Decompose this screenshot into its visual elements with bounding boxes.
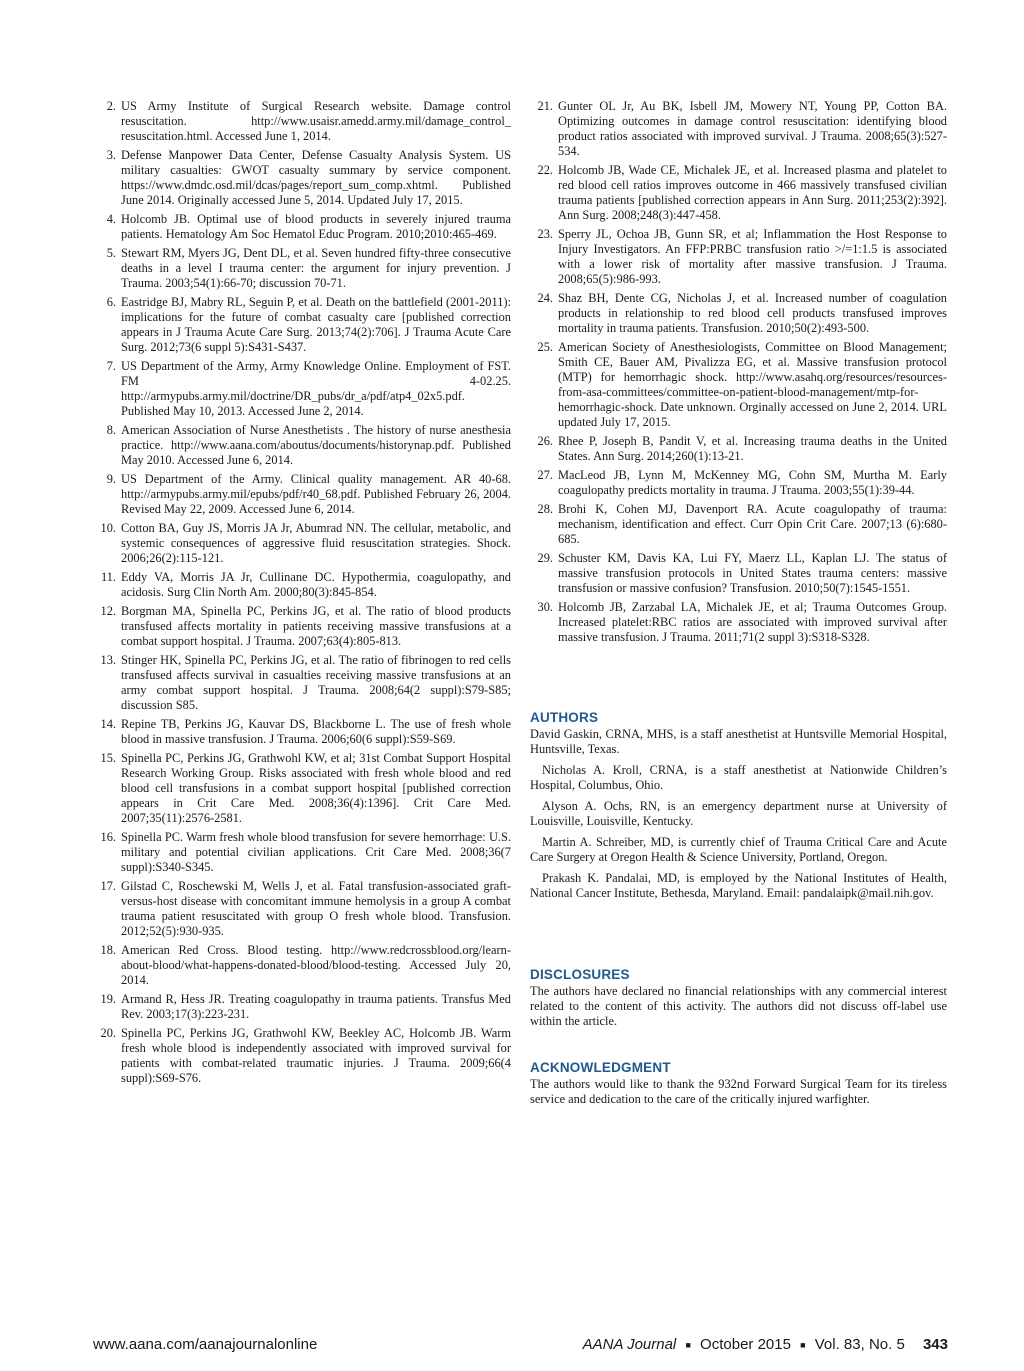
reference-number: 3.	[106, 148, 116, 162]
reference-number: 4.	[106, 212, 116, 226]
reference-item	[530, 502, 947, 547]
reference-text: Brohi K, Cohen MJ, Davenport RA. Acute coagulopathy of trauma: mechanism, identification and effect. Curr Opin Crit Care. 2007;13 (6):680-685.	[558, 502, 947, 546]
reference-number: 15.	[100, 751, 116, 765]
reference-text: Holcomb JB, Zarzabal LA, Michalek JE, et al; Trauma Outcomes Group. Increased platelet:RBC ratios are associated with improved survival after massive transfusion. J Trauma. 2011;71(2 suppl 3):S318-S328.	[558, 600, 947, 644]
reference-item	[93, 99, 511, 144]
author-bio: Nicholas A. Kroll, CRNA, is a staff anesthetist at Nationwide Children’s Hospital, Columbus, Ohio.	[530, 763, 947, 792]
reference-number: 8.	[106, 423, 116, 437]
page-number: 343	[922, 1336, 948, 1353]
reference-number: 18.	[100, 943, 116, 957]
reference-number: 24.	[537, 291, 553, 305]
reference-item	[93, 212, 511, 242]
reference-number: 22.	[537, 163, 553, 177]
reference-number: 29.	[537, 551, 553, 565]
reference-number: 5.	[106, 246, 116, 260]
reference-text: Spinella PC. Warm fresh whole blood transfusion for severe hemorrhage: U.S. military and potential civilian applications. Crit Care Med. 2008;36(7 suppl):S340-S345.	[121, 830, 511, 874]
reference-item	[93, 830, 511, 875]
reference-item	[93, 751, 511, 826]
reference-text: US Department of the Army, Army Knowledge Online. Employment of FST. FM 4-02.25. http://armypubs.army.mil/doctrine/DR_pubs/dr_a/pdf/atp4_02x5.pdf. Published May 10, 2013. Accessed June 2, 2014.	[121, 359, 511, 418]
reference-text: Cotton BA, Guy JS, Morris JA Jr, Abumrad NN. The cellular, metabolic, and systemic consequences of aggressive fluid resuscitation strategies. Shock. 2006;26(2):115-121.	[121, 521, 511, 565]
reference-number: 30.	[537, 600, 553, 614]
reference-text: US Department of the Army. Clinical quality management. AR 40-68. http://armypubs.army.mil/epubs/pdf/r40_68.pdf. Published February 26, 2004. Revised May 22, 2009. Accessed June 6, 2014.	[121, 472, 511, 516]
acknowledgment-heading: ACKNOWLEDGMENT	[530, 1060, 671, 1075]
reference-item	[530, 227, 947, 287]
reference-item	[93, 359, 511, 419]
disclosures-section	[530, 967, 947, 1035]
reference-number: 10.	[100, 521, 116, 535]
volume-issue: Vol. 83, No. 5	[814, 1336, 905, 1353]
author-bio: Prakash K. Pandalai, MD, is employed by the National Institutes of Health, National Cancer Institute, Bethesda, Maryland. Email: pandalaipk@mail.nih.gov.	[530, 871, 947, 900]
reference-number: 12.	[100, 604, 116, 618]
references-right-column	[530, 99, 947, 649]
reference-text: Holcomb JB. Optimal use of blood products in severely injured trauma patients. Hematology Am Soc Hematol Educ Program. 2010;2010:465-469.	[121, 212, 511, 241]
reference-text: American Red Cross. Blood testing. http://www.redcrossblood.org/learn-about-blood/what-happens-donated-blood/blood-testing. Accessed July 20, 2014.	[121, 943, 511, 987]
reference-item	[93, 472, 511, 517]
author-bio: David Gaskin, CRNA, MHS, is a staff anesthetist at Huntsville Memorial Hospital, Huntsville, Texas.	[530, 727, 947, 756]
reference-text: Eddy VA, Morris JA Jr, Cullinane DC. Hypothermia, coagulopathy, and acidosis. Surg Clin North Am. 2000;80(3):845-854.	[121, 570, 511, 599]
separator-square-icon: ■	[800, 1340, 806, 1351]
reference-item	[530, 291, 947, 336]
reference-number: 13.	[100, 653, 116, 667]
reference-number: 11.	[100, 570, 116, 584]
authors-body	[530, 727, 947, 901]
reference-text: Stewart RM, Myers JG, Dent DL, et al. Seven hundred fifty-three consecutive deaths in a level I trauma center: the argument for injury prevention. J Trauma. 2003;54(1):66-70; discussion 70-71.	[121, 246, 511, 290]
reference-item	[530, 163, 947, 223]
reference-number: 27.	[537, 468, 553, 482]
reference-item	[530, 340, 947, 430]
reference-text: Sperry JL, Ochoa JB, Gunn SR, et al; Inflammation the Host Response to Injury Investigators. An FFP:PRBC transfusion ratio >/=1:1.5 is associated with a lower risk of mortality after massive transfusion. J Trauma. 2008;65(5):986-993.	[558, 227, 947, 286]
reference-number: 9.	[106, 472, 116, 486]
reference-number: 16.	[100, 830, 116, 844]
reference-number: 19.	[100, 992, 116, 1006]
reference-text: MacLeod JB, Lynn M, McKenney MG, Cohn SM, Murtha M. Early coagulopathy predicts mortality in trauma. J Trauma. 2003;55(1):39-44.	[558, 468, 947, 497]
reference-number: 21.	[537, 99, 553, 113]
reference-text: American Society of Anesthesiologists, Committee on Blood Management; Smith CE, Bauer AM, Pivalizza EG, et al. Massive transfusion protocol (MTP) for hemorrhagic shock. http://www.asahq.org/resources/resources-from-asa-committees/committee-on-patient-blood-management/mtp-for-hemorrhagic-shock. Date unknown. Orginally accessed on June 2, 2014. URL updated July 17, 2015.	[558, 340, 947, 429]
page-footer	[93, 1336, 948, 1356]
reference-text: Stinger HK, Spinella PC, Perkins JG, et al. The ratio of fibrinogen to red cells transfused affects survival in casualties receiving massive transfusions at an army combat support hospital. J Trauma. 2008;64(2 suppl):S79-S85; discussion S85.	[121, 653, 511, 712]
issue-date: October 2015	[700, 1336, 791, 1353]
journal-name: AANA Journal	[582, 1336, 677, 1353]
reference-text: Armand R, Hess JR. Treating coagulopathy in trauma patients. Transfus Med Rev. 2003;17(3):223-231.	[121, 992, 511, 1021]
authors-section	[530, 710, 947, 907]
author-bio: Alyson A. Ochs, RN, is an emergency department nurse at University of Louisville, Louisville, Kentucky.	[530, 799, 947, 828]
reference-item	[93, 717, 511, 747]
reference-item	[93, 653, 511, 713]
reference-text: American Association of Nurse Anesthetists . The history of nurse anesthesia practice. http://www.aana.com/aboutus/documents/historynap.pdf. Published May 2010. Accessed June 6, 2014.	[121, 423, 511, 467]
acknowledgment-section	[530, 1060, 947, 1113]
reference-item	[530, 99, 947, 159]
reference-number: 2.	[106, 99, 116, 113]
acknowledgment-text: The authors would like to thank the 932nd Forward Surgical Team for its tireless service and dedication to the care of the critically injured warfighter.	[530, 1077, 947, 1106]
reference-number: 14.	[100, 717, 116, 731]
reference-number: 7.	[106, 359, 116, 373]
authors-heading: AUTHORS	[530, 710, 599, 725]
reference-number: 28.	[537, 502, 553, 516]
reference-text: Spinella PC, Perkins JG, Grathwohl KW, Beekley AC, Holcomb JB. Warm fresh whole blood is independently associated with improved survival for patients with combat-related traumatic injuries. J Trauma. 2009;66(4 suppl):S69-S76.	[121, 1026, 511, 1085]
reference-item	[93, 148, 511, 208]
reference-number: 17.	[100, 879, 116, 893]
reference-text: Eastridge BJ, Mabry RL, Seguin P, et al. Death on the battlefield (2001-2011): implications for the future of combat casualty care [published correction appears in J Trauma Acute Care Surg. 2013;74(2):706]. J Trauma Acute Care Surg. 2012;73(6 suppl 5):S431-S437.	[121, 295, 511, 354]
reference-text: Defense Manpower Data Center, Defense Casualty Analysis System. US military casualties: GWOT casualty summary by service component. https://www.dmdc.osd.mil/dcas/pages/report_sum_comp.xhtml. Published June 2014. Originally accessed June 5, 2014. Updated July 17, 2015.	[121, 148, 511, 207]
reference-item	[93, 246, 511, 291]
reference-item	[530, 551, 947, 596]
reference-text: Gilstad C, Roschewski M, Wells J, et al. Fatal transfusion-associated graft-versus-host disease with concomitant immune hemolysis in a group A combat trauma patient resuscitated with group O fresh whole blood. Transfusion. 2012;52(5):930-935.	[121, 879, 511, 938]
reference-item	[93, 943, 511, 988]
reference-item	[93, 295, 511, 355]
reference-text: Spinella PC, Perkins JG, Grathwohl KW, et al; 31st Combat Support Hospital Research Working Group. Risks associated with fresh whole blood and red blood cell transfusions in a combat support hospital [published correction appears in Crit Care Med. 2008;36(4):1396]. Crit Care Med. 2007;35(11):2576-2581.	[121, 751, 511, 825]
reference-item	[530, 468, 947, 498]
disclosures-text: The authors have declared no financial relationships with any commercial interest related to the content of this activity. The authors did not discuss off-label use within the article.	[530, 984, 947, 1028]
reference-item	[93, 604, 511, 649]
reference-item	[530, 434, 947, 464]
reference-text: Schuster KM, Davis KA, Lui FY, Maerz LL, Kaplan LJ. The status of massive transfusion protocols in United States trauma centers: massive transfusion or massive confusion? Transfusion. 2010;50(7):1545-1551.	[558, 551, 947, 595]
disclosures-heading: DISCLOSURES	[530, 967, 630, 982]
footer-journal-info	[583, 1336, 948, 1353]
reference-number: 25.	[537, 340, 553, 354]
footer-url[interactable]: www.aana.com/aanajournalonline	[93, 1336, 318, 1353]
reference-item	[93, 521, 511, 566]
reference-item	[93, 570, 511, 600]
reference-item	[93, 992, 511, 1022]
reference-number: 23.	[537, 227, 553, 241]
reference-text: Gunter OL Jr, Au BK, Isbell JM, Mowery NT, Young PP, Cotton BA. Optimizing outcomes in damage control resuscitation: identifying blood product ratios associated with improved survival. J Trauma. 2008;65(3):527-534.	[558, 99, 947, 158]
reference-number: 6.	[106, 295, 116, 309]
reference-item	[93, 1026, 511, 1086]
reference-item	[530, 600, 947, 645]
reference-text: Repine TB, Perkins JG, Kauvar DS, Blackborne L. The use of fresh whole blood in massive transfusion. J Trauma. 2006;60(6 suppl):S59-S69.	[121, 717, 511, 746]
reference-text: Borgman MA, Spinella PC, Perkins JG, et al. The ratio of blood products transfused affects mortality in patients receiving massive transfusions at a combat support hospital. J Trauma. 2007;63(4):805-813.	[121, 604, 511, 648]
references-left-column	[93, 99, 511, 1090]
reference-item	[93, 423, 511, 468]
reference-text: US Army Institute of Surgical Research website. Damage control resuscitation. http://www.usaisr.amedd.army.mil/damage_control_ resuscitation.html. Accessed June 1, 2014.	[121, 99, 511, 143]
reference-number: 20.	[100, 1026, 116, 1040]
reference-text: Holcomb JB, Wade CE, Michalek JE, et al. Increased plasma and platelet to red blood cell ratios improves outcome in 466 massively transfused civilian trauma patients [published correction appears in Ann Surg. 2011;253(2):392]. Ann Surg. 2008;248(3):447-458.	[558, 163, 947, 222]
reference-text: Shaz BH, Dente CG, Nicholas J, et al. Increased number of coagulation products in relationship to red blood cell products transfused improves mortality in trauma patients. Transfusion. 2010;50(2):493-500.	[558, 291, 947, 335]
author-bio: Martin A. Schreiber, MD, is currently chief of Trauma Critical Care and Acute Care Surgery at Oregon Health & Science University, Portland, Oregon.	[530, 835, 947, 864]
separator-square-icon: ■	[685, 1340, 691, 1351]
reference-number: 26.	[537, 434, 553, 448]
reference-item	[93, 879, 511, 939]
reference-text: Rhee P, Joseph B, Pandit V, et al. Increasing trauma deaths in the United States. Ann Surg. 2014;260(1):13-21.	[558, 434, 947, 463]
